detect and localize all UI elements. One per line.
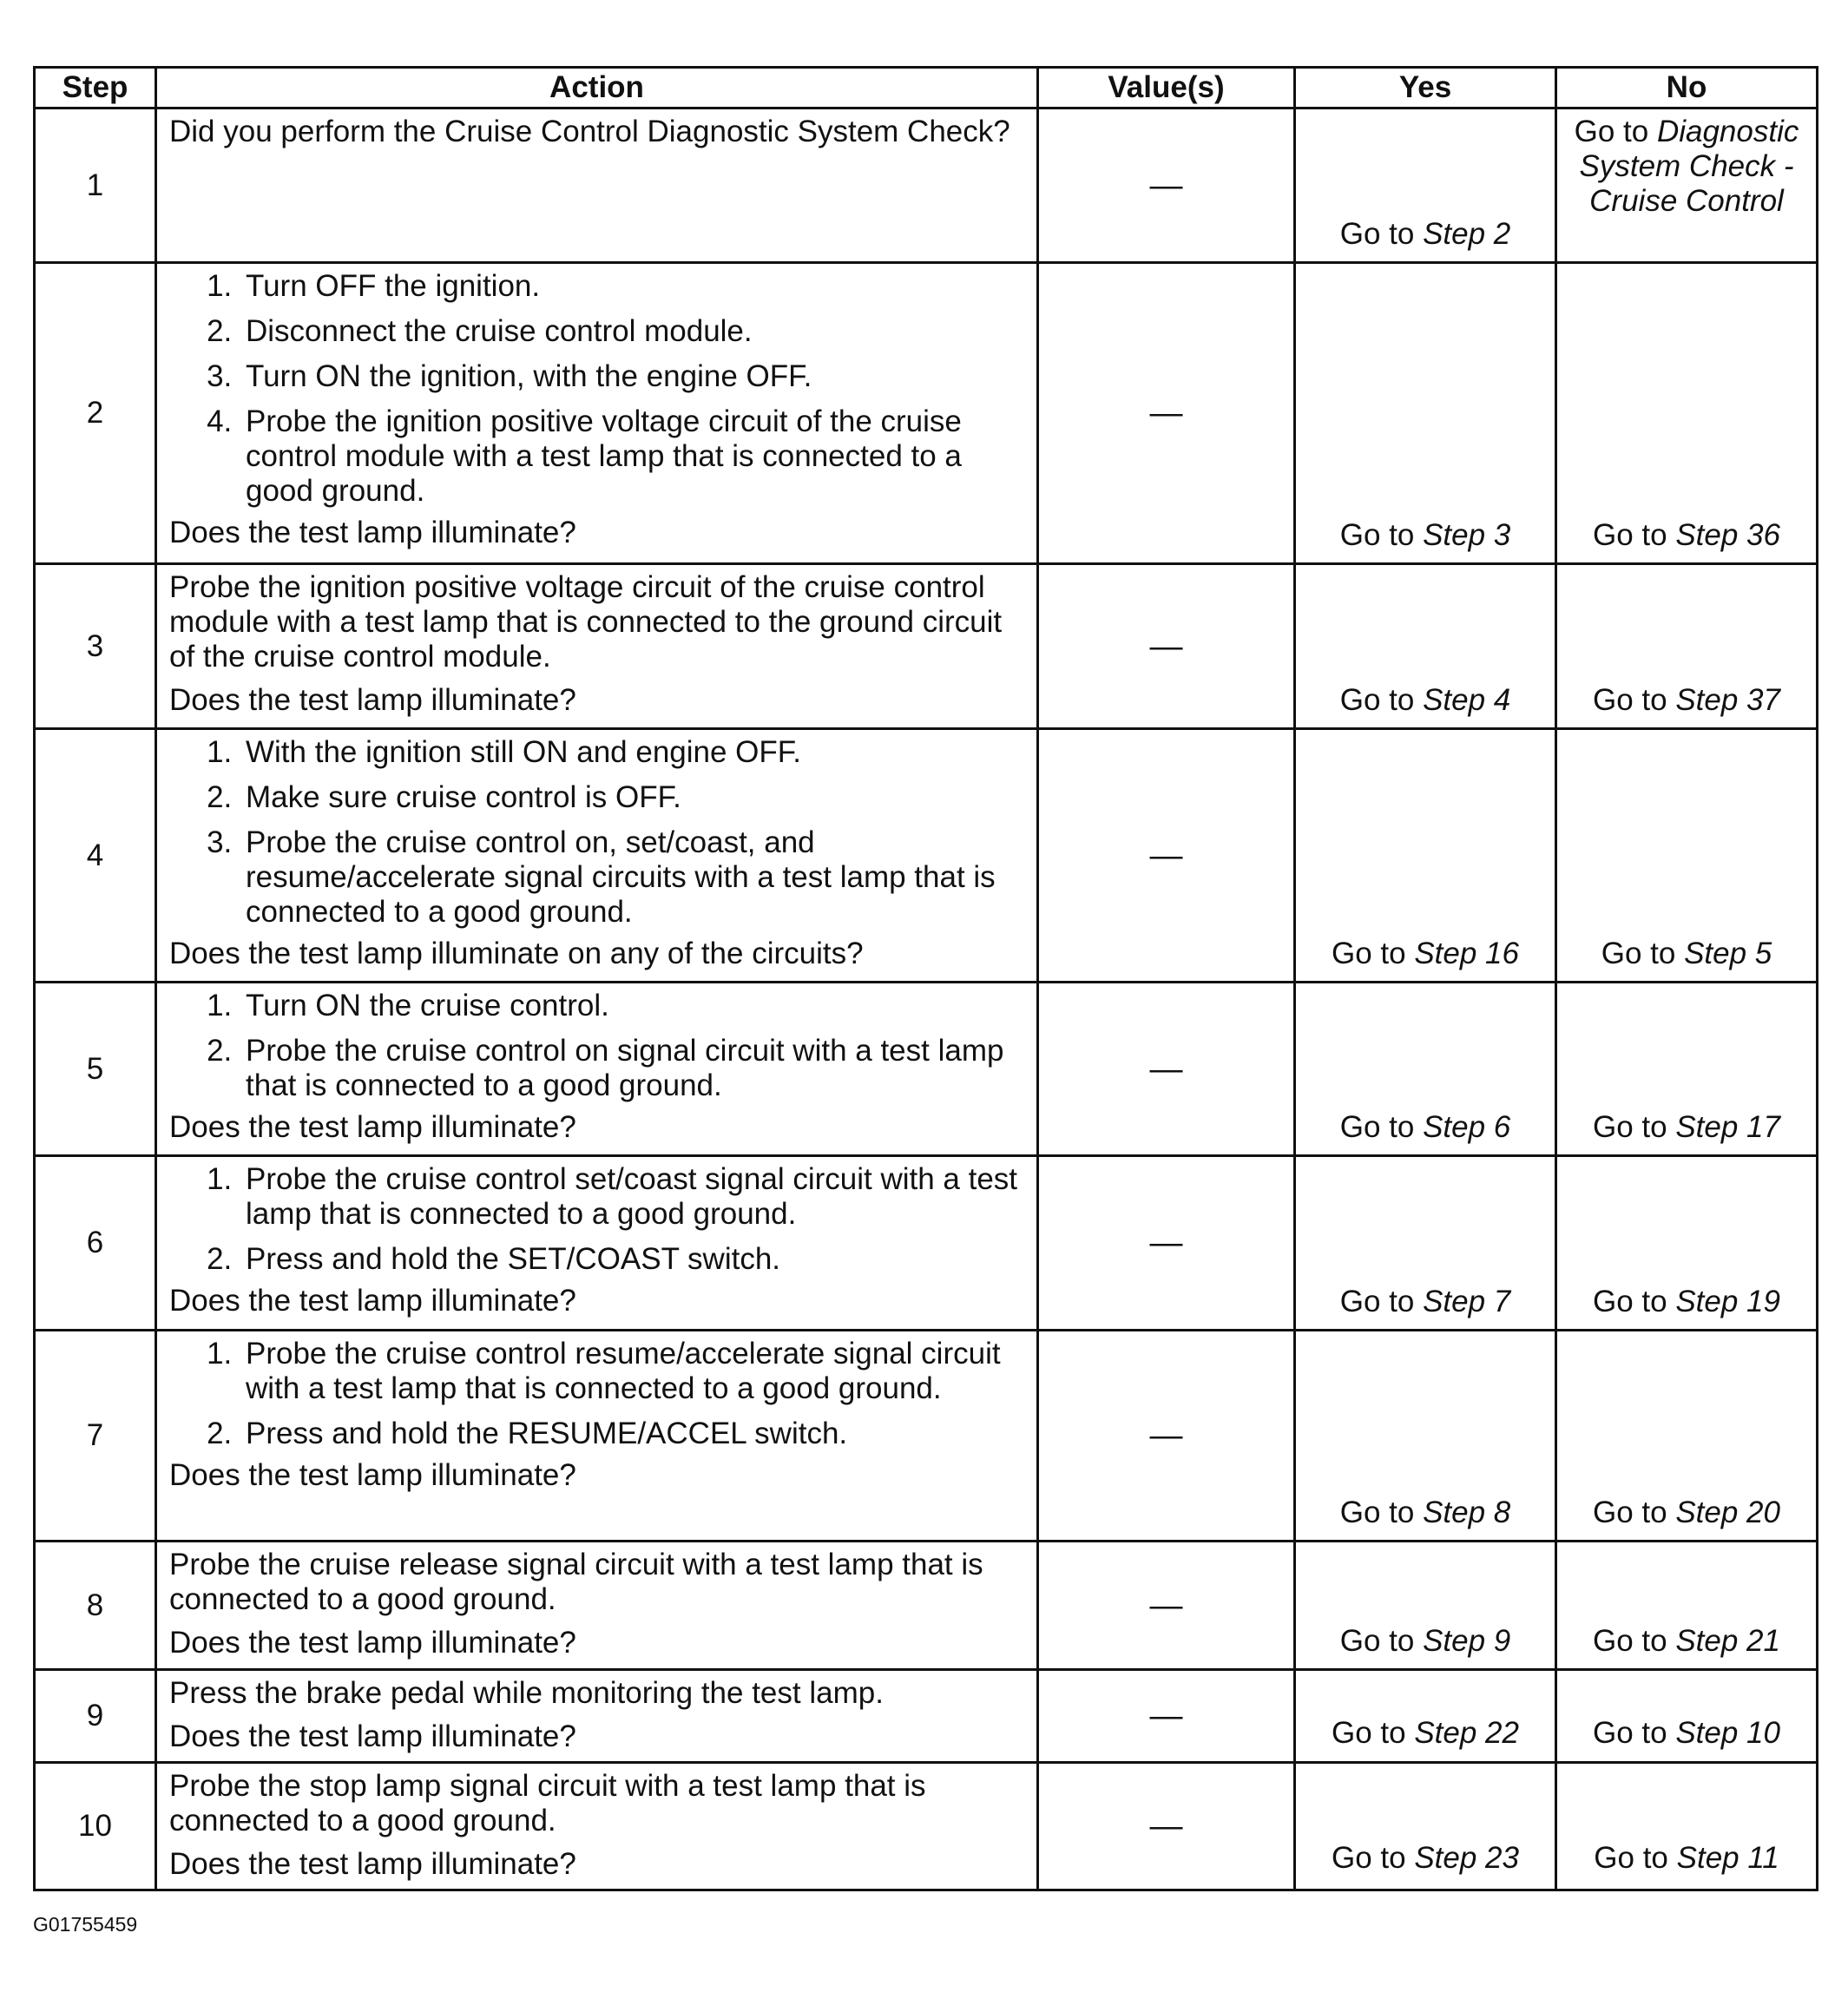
yes-goto[interactable] <box>1301 1110 1549 1145</box>
yes-goto[interactable] <box>1301 217 1549 252</box>
table-row <box>35 1763 1818 1890</box>
no-cell <box>1556 1331 1818 1542</box>
yes-goto[interactable] <box>1301 1624 1549 1659</box>
action-cell <box>156 1763 1038 1890</box>
action-question: Does the test lamp illuminate? <box>169 1284 576 1318</box>
yes-cell <box>1295 1670 1556 1763</box>
table-row <box>35 1331 1818 1542</box>
no-goto-reference[interactable]: Step 19 <box>1675 1285 1780 1318</box>
step-number: 10 <box>35 1763 156 1890</box>
table-row <box>35 1156 1818 1331</box>
value-cell: — <box>1038 983 1295 1156</box>
yes-goto[interactable] <box>1301 683 1549 718</box>
no-goto[interactable] <box>1562 1841 1811 1876</box>
table-row <box>35 983 1818 1156</box>
yes-goto[interactable] <box>1301 937 1549 971</box>
yes-goto-reference[interactable]: Step 3 <box>1423 518 1511 552</box>
no-goto-reference[interactable]: Step 36 <box>1675 518 1780 552</box>
step-number: 4 <box>35 729 156 983</box>
header-step: Step <box>35 68 156 108</box>
action-question: Does the test lamp illuminate? <box>169 683 576 717</box>
yes-goto[interactable] <box>1301 1285 1549 1319</box>
yes-goto-prefix: Go to <box>1339 1624 1424 1658</box>
action-cell <box>156 263 1038 564</box>
action-step-item: 2. Press and hold the RESUME/ACCEL switch. <box>240 1417 1023 1451</box>
yes-goto-prefix: Go to <box>1332 1716 1415 1750</box>
no-cell <box>1556 1763 1818 1890</box>
no-goto-prefix: Go to <box>1574 115 1657 148</box>
action-step-list <box>169 735 1023 930</box>
action-step-item: 2. Press and hold the SET/COAST switch. <box>240 1242 1023 1277</box>
no-goto-prefix: Go to <box>1593 1496 1676 1529</box>
value-cell: — <box>1038 1331 1295 1542</box>
header-no: No <box>1556 68 1818 108</box>
action-step-item: 1. Turn OFF the ignition. <box>240 269 1023 304</box>
yes-goto-reference[interactable]: Step 16 <box>1414 937 1519 970</box>
table-body <box>35 108 1818 1890</box>
value-cell: — <box>1038 729 1295 983</box>
yes-goto-reference[interactable]: Step 2 <box>1423 217 1511 251</box>
yes-goto-prefix: Go to <box>1332 1841 1415 1875</box>
no-goto[interactable] <box>1562 683 1811 718</box>
value-cell: — <box>1038 1542 1295 1670</box>
yes-goto[interactable] <box>1301 1716 1549 1751</box>
action-question: Does the test lamp illuminate? <box>169 1458 576 1492</box>
action-step-list <box>169 1162 1023 1277</box>
no-goto[interactable] <box>1562 1716 1811 1751</box>
yes-goto-prefix: Go to <box>1339 1285 1424 1318</box>
step-number: 6 <box>35 1156 156 1331</box>
action-step-item: 1. With the ignition still ON and engine OFF. <box>240 735 1023 770</box>
action-step-list <box>169 269 1023 509</box>
action-question: Does the test lamp illuminate on any of the circuits? <box>169 937 864 970</box>
no-cell <box>1556 564 1818 729</box>
table-row <box>35 729 1818 983</box>
no-goto-prefix: Go to <box>1593 1110 1676 1144</box>
yes-cell <box>1295 1542 1556 1670</box>
action-step-item: 2. Probe the cruise control on signal circuit with a test lamp that is connected to a good ground. <box>240 1034 1023 1103</box>
action-step-item: 2. Disconnect the cruise control module. <box>240 314 1023 349</box>
action-step-item: 4. Probe the ignition positive voltage circuit of the cruise control module with a test lamp that is connected to a good ground. <box>240 404 1023 509</box>
no-goto-prefix: Go to <box>1593 1624 1676 1658</box>
no-goto-prefix: Go to <box>1594 1841 1677 1875</box>
action-question: Does the test lamp illuminate? <box>169 1847 576 1881</box>
action-question: Does the test lamp illuminate? <box>169 1719 576 1753</box>
step-number: 2 <box>35 263 156 564</box>
step-number: 5 <box>35 983 156 1156</box>
no-goto-prefix: Go to <box>1593 1716 1676 1750</box>
value-cell: — <box>1038 1763 1295 1890</box>
yes-cell <box>1295 983 1556 1156</box>
step-number: 9 <box>35 1670 156 1763</box>
yes-cell <box>1295 1763 1556 1890</box>
value-cell: — <box>1038 108 1295 263</box>
no-goto-reference[interactable]: Step 37 <box>1675 683 1780 717</box>
no-goto-prefix: Go to <box>1593 518 1676 552</box>
yes-goto-reference[interactable]: Step 23 <box>1414 1841 1519 1875</box>
header-action: Action <box>156 68 1038 108</box>
action-instruction: Did you perform the Cruise Control Diagnostic System Check? <box>169 115 1010 148</box>
action-step-item: 3. Probe the cruise control on, set/coast, and resume/accelerate signal circuits with a test lamp that is connected to a good ground. <box>240 825 1023 930</box>
no-goto[interactable] <box>1562 937 1811 971</box>
action-question: Does the test lamp illuminate? <box>169 1110 576 1144</box>
value-cell: — <box>1038 564 1295 729</box>
yes-goto-reference[interactable]: Step 4 <box>1423 683 1511 717</box>
table-row <box>35 263 1818 564</box>
yes-cell <box>1295 564 1556 729</box>
no-goto-reference[interactable]: Step 21 <box>1675 1624 1780 1658</box>
header-yes: Yes <box>1295 68 1556 108</box>
no-goto-reference[interactable]: Diagnostic System Check - Cruise Control <box>1579 115 1799 218</box>
step-number: 1 <box>35 108 156 263</box>
no-cell <box>1556 1542 1818 1670</box>
action-instruction: Probe the cruise release signal circuit with a test lamp that is connected to a good ground. <box>169 1548 983 1616</box>
action-cell <box>156 983 1038 1156</box>
value-cell: — <box>1038 1156 1295 1331</box>
yes-goto-reference[interactable]: Step 9 <box>1423 1624 1511 1658</box>
yes-goto[interactable] <box>1301 1496 1549 1530</box>
action-question: Does the test lamp illuminate? <box>169 1626 576 1660</box>
no-goto-prefix: Go to <box>1593 1285 1676 1318</box>
yes-goto-prefix: Go to <box>1339 683 1424 717</box>
no-goto[interactable] <box>1562 1285 1811 1319</box>
no-cell <box>1556 983 1818 1156</box>
no-goto[interactable] <box>1562 1110 1811 1145</box>
yes-goto-reference[interactable]: Step 8 <box>1423 1496 1511 1529</box>
no-goto-reference[interactable]: Step 5 <box>1684 937 1772 970</box>
yes-cell <box>1295 108 1556 263</box>
yes-goto-prefix: Go to <box>1339 1110 1424 1144</box>
no-cell <box>1556 263 1818 564</box>
table-row <box>35 564 1818 729</box>
no-goto-prefix: Go to <box>1601 937 1685 970</box>
step-number: 7 <box>35 1331 156 1542</box>
value-cell: — <box>1038 1670 1295 1763</box>
action-step-item: 3. Turn ON the ignition, with the engine OFF. <box>240 359 1023 394</box>
yes-cell <box>1295 1331 1556 1542</box>
no-goto-reference[interactable]: Step 11 <box>1676 1841 1779 1875</box>
no-cell <box>1556 729 1818 983</box>
action-step-item: 2. Make sure cruise control is OFF. <box>240 780 1023 815</box>
no-goto-reference[interactable]: Step 10 <box>1675 1716 1780 1750</box>
yes-goto-prefix: Go to <box>1339 1496 1424 1529</box>
no-goto[interactable] <box>1562 1624 1811 1659</box>
yes-cell <box>1295 263 1556 564</box>
action-cell <box>156 1156 1038 1331</box>
action-cell <box>156 1670 1038 1763</box>
yes-goto[interactable] <box>1301 518 1549 553</box>
action-cell <box>156 1542 1038 1670</box>
no-goto-reference[interactable]: Step 20 <box>1675 1496 1780 1529</box>
table-row <box>35 1542 1818 1670</box>
action-step-list <box>169 1337 1023 1451</box>
no-goto[interactable] <box>1562 518 1811 553</box>
no-goto-reference[interactable]: Step 17 <box>1675 1110 1780 1144</box>
action-step-item: 1. Probe the cruise control set/coast signal circuit with a test lamp that is connected to a good ground. <box>240 1162 1023 1232</box>
action-step-item: 1. Probe the cruise control resume/accelerate signal circuit with a test lamp that is connected to a good ground. <box>240 1337 1023 1406</box>
table-row <box>35 108 1818 263</box>
no-goto[interactable] <box>1562 1496 1811 1530</box>
action-step-item: 1. Turn ON the cruise control. <box>240 989 1023 1023</box>
yes-goto-reference[interactable]: Step 7 <box>1423 1285 1511 1318</box>
no-goto-prefix: Go to <box>1593 683 1676 717</box>
action-cell <box>156 729 1038 983</box>
action-cell <box>156 564 1038 729</box>
yes-cell <box>1295 1156 1556 1331</box>
yes-goto-prefix: Go to <box>1339 217 1424 251</box>
no-cell <box>1556 108 1818 263</box>
diagnostic-table-container <box>33 66 1816 1891</box>
value-cell: — <box>1038 263 1295 564</box>
action-cell <box>156 108 1038 263</box>
yes-goto-reference[interactable]: Step 6 <box>1423 1110 1511 1144</box>
header-row <box>35 68 1818 108</box>
diagnostic-table <box>33 66 1818 1891</box>
header-values: Value(s) <box>1038 68 1295 108</box>
yes-goto[interactable] <box>1301 1841 1549 1876</box>
yes-cell <box>1295 729 1556 983</box>
no-goto[interactable] <box>1562 115 1811 219</box>
action-instruction: Probe the ignition positive voltage circuit of the cruise control module with a test lamp that is connected to the ground circuit of the cruise control module. <box>169 570 1003 674</box>
no-cell <box>1556 1156 1818 1331</box>
step-number: 8 <box>35 1542 156 1670</box>
action-step-list <box>169 989 1023 1103</box>
action-instruction: Press the brake pedal while monitoring the test lamp. <box>169 1676 884 1710</box>
yes-goto-prefix: Go to <box>1339 518 1424 552</box>
action-question: Does the test lamp illuminate? <box>169 516 576 549</box>
table-row <box>35 1670 1818 1763</box>
figure-id: G01755459 <box>33 1913 138 1936</box>
yes-goto-prefix: Go to <box>1332 937 1415 970</box>
step-number: 3 <box>35 564 156 729</box>
action-instruction: Probe the stop lamp signal circuit with a test lamp that is connected to a good ground. <box>169 1769 926 1838</box>
no-cell <box>1556 1670 1818 1763</box>
action-cell <box>156 1331 1038 1542</box>
yes-goto-reference[interactable]: Step 22 <box>1414 1716 1519 1750</box>
